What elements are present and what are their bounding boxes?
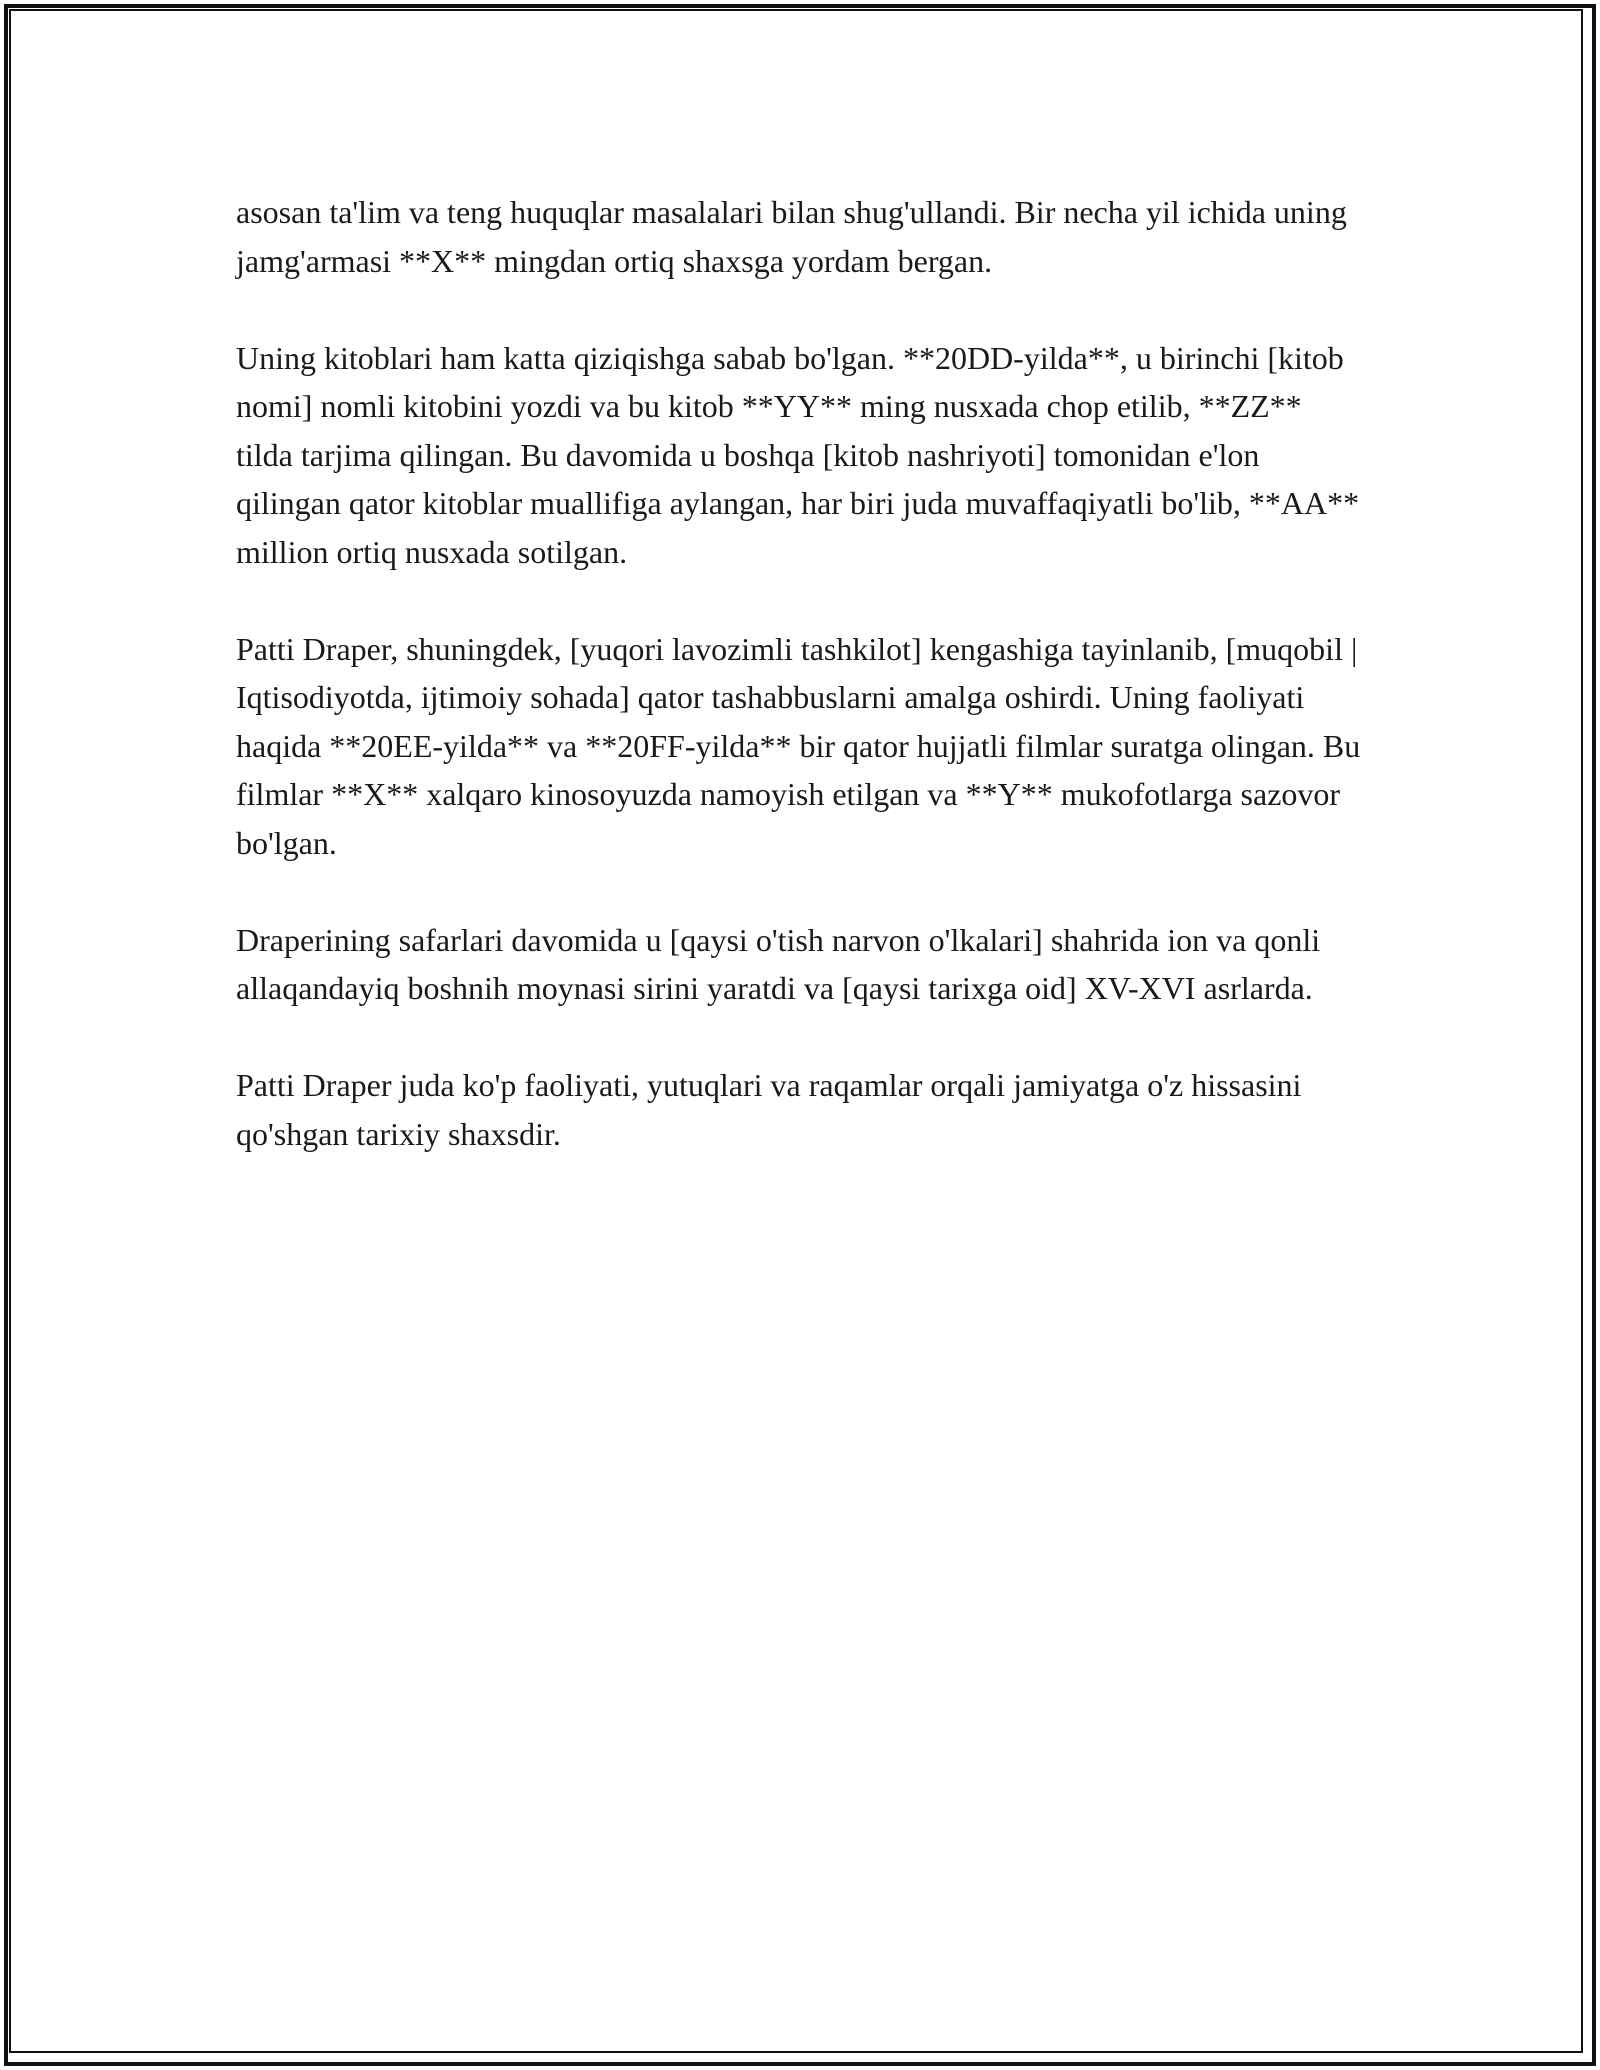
paragraph-travels: Draperining safarlari davomida u [qaysi o'tish narvon o'lkalari] shahrida ion va qonli allaqandayiq boshnih moynasi sirini yaratdi va [qaysi tarixga oid] XV-XVI asrlarda. xyxy=(236,921,1321,1006)
paragraph-books: Uning kitoblari ham katta qiziqishga sabab bo'lgan. **20DD-yilda**, u birinchi [kitob nomi] nomli kitobini yozdi va bu kitob **YY** ming nusxada chop etilib, **ZZ** tilda tarjima qilingan. Bu davomida u boshqa [kitob nashriyoti] tomonidan e'lon qilingan qator kitoblar muallifiga aylangan, har biri juda muvaffaqiyatli bo'lib, **AA** million ortiq nusxada sotilgan. xyxy=(236,339,1360,570)
paragraph-education-foundation: asosan ta'lim va teng huquqlar masalalari bilan shug'ullandi. Bir necha yil ichida uning jamg'armasi **X** mingdan ortiq shaxsga yordam bergan. xyxy=(236,194,1347,279)
paragraph-conclusion: Patti Draper juda ko'p faoliyati, yutuqlari va raqamlar orqali jamiyatga o'z hissasini qo'shgan tarixiy shaxsdir. xyxy=(236,1067,1302,1152)
paragraph-board-and-films: Patti Draper, shuningdek, [yuqori lavozimli tashkilot] kengashiga tayinlanib, [muqobil | Iqtisodiyotda, ijtimoiy sohada] qator tashabbuslarni amalga oshirdi. Uning faoliyati haqida **20EE-yilda** va **20FF-yilda** bir qator hujjatli filmlar suratga olingan. Bu filmlar **X** xalqaro kinosoyuzda namoyish etilgan va **Y** mukofotlarga sazovor bo'lgan. xyxy=(236,630,1361,861)
document-body xyxy=(236,188,1366,1207)
